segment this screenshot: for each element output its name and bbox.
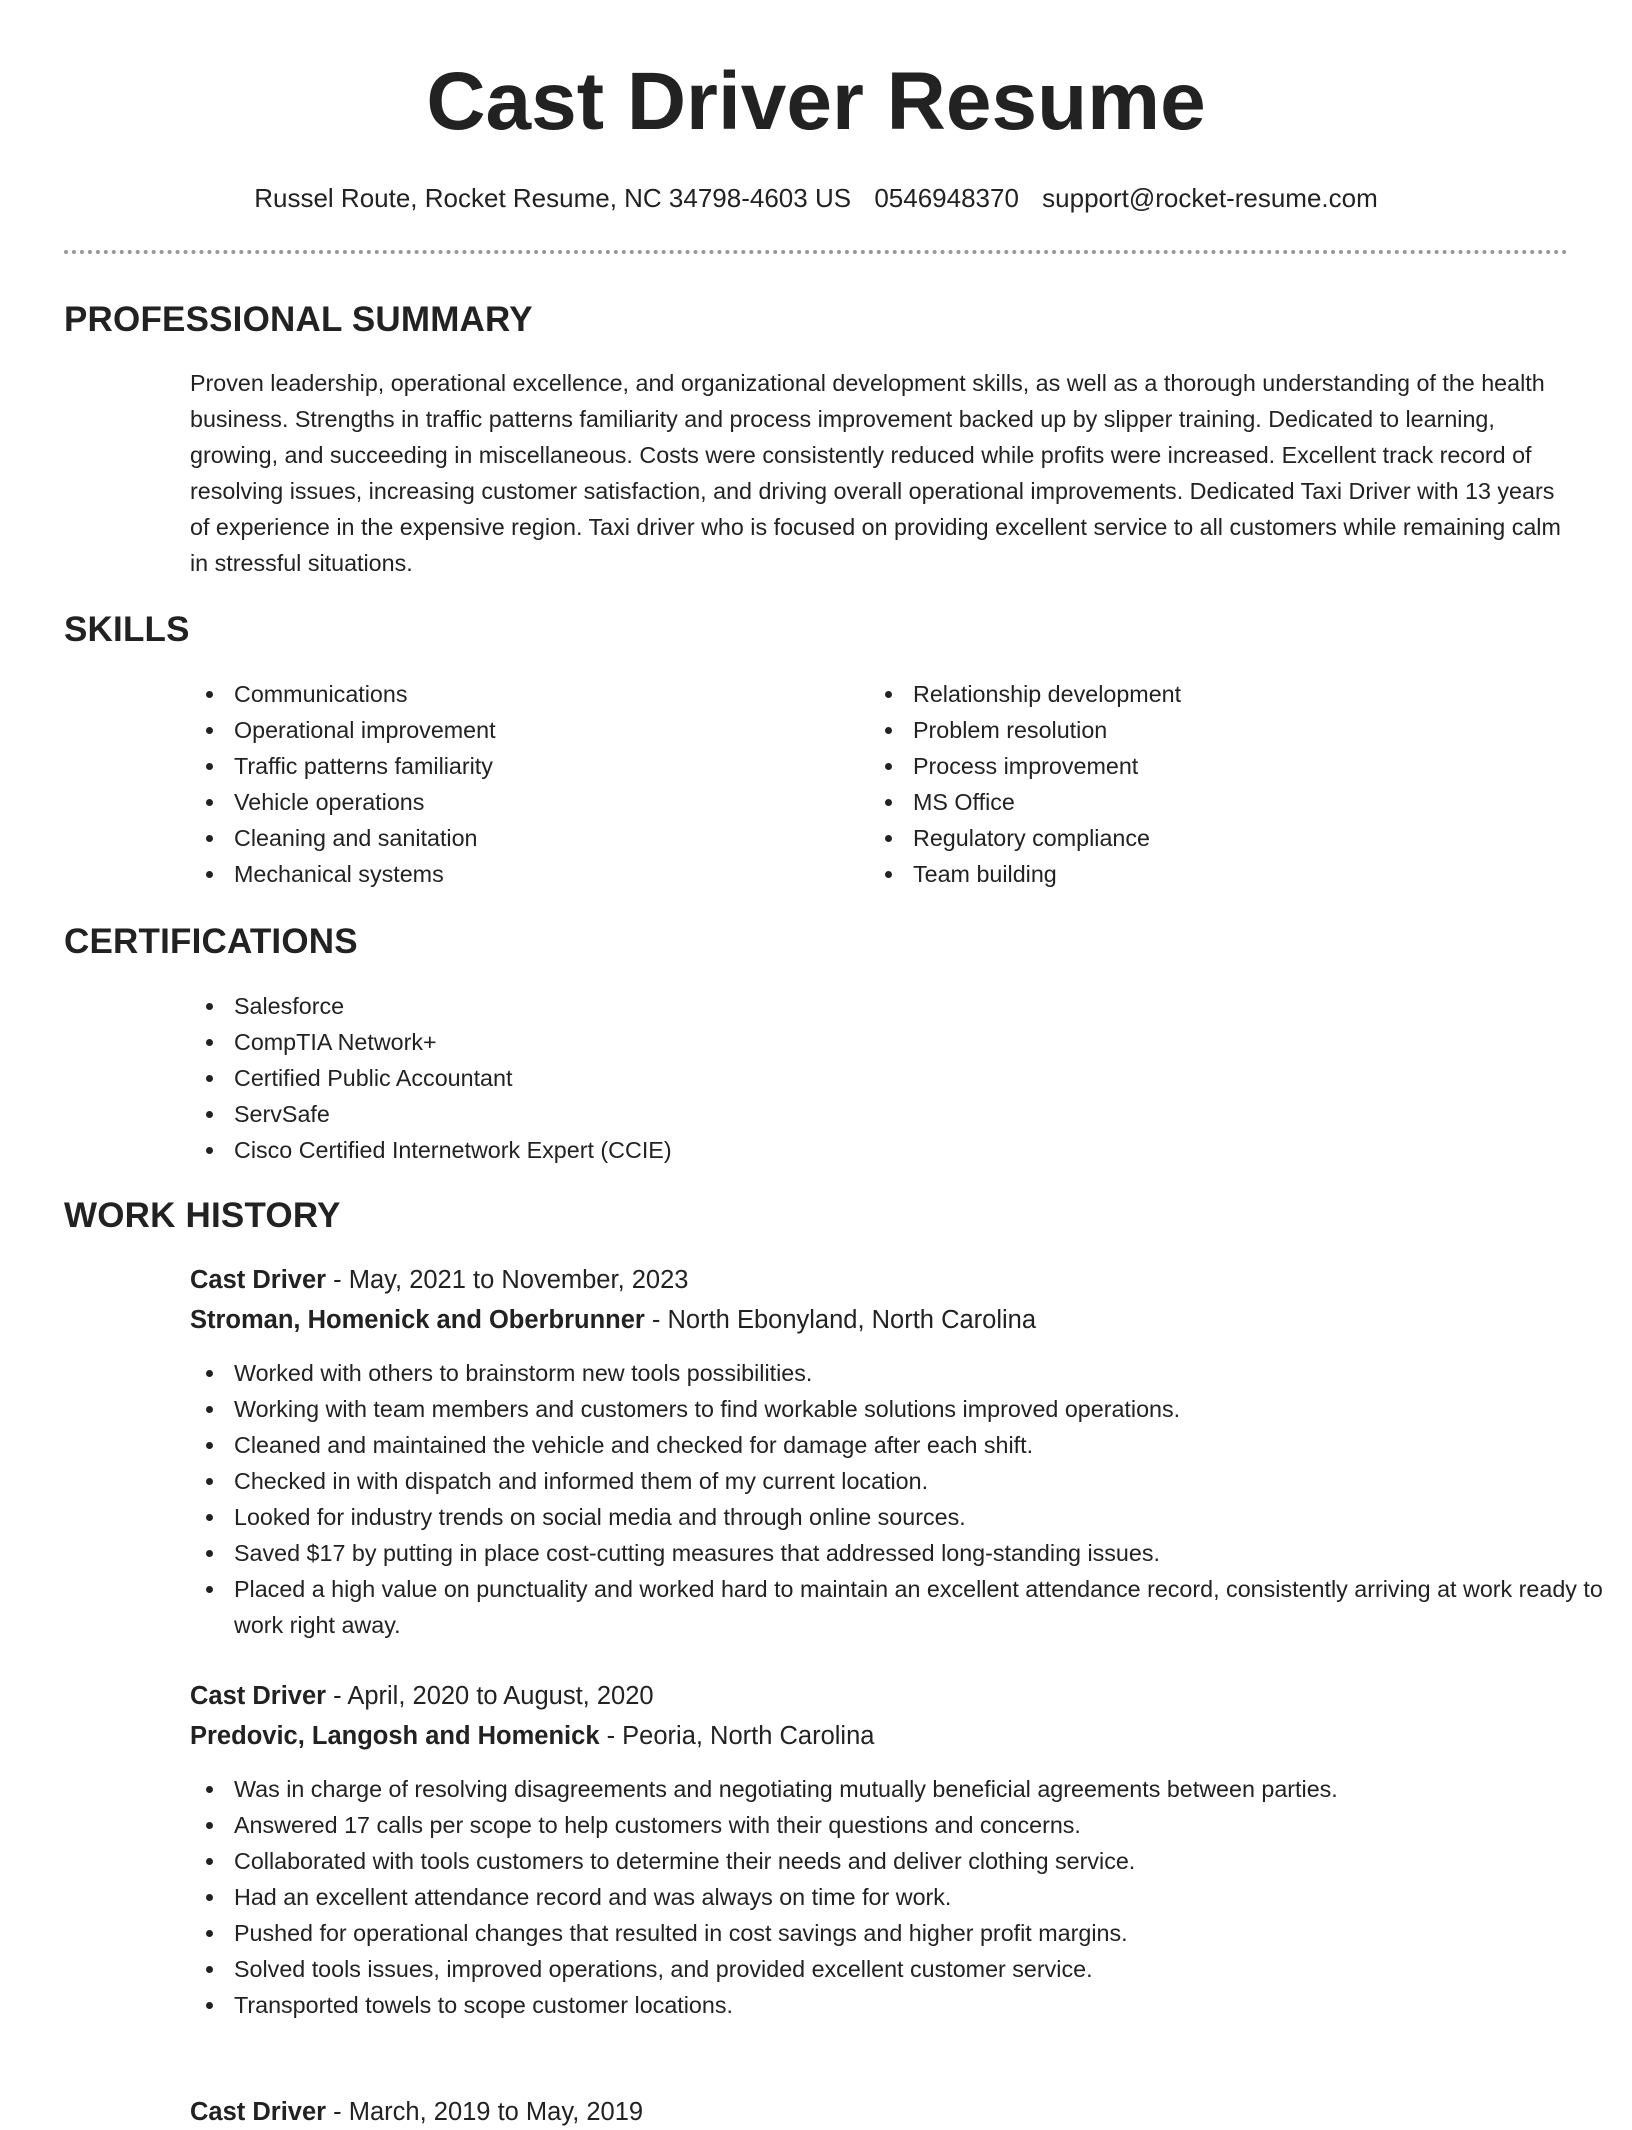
certification-item: CompTIA Network+ xyxy=(234,1024,1134,1060)
job-duty-item: Working with team members and customers to find workable solutions improved operations. xyxy=(234,1391,1614,1427)
work-history-heading: WORK HISTORY xyxy=(64,1196,341,1235)
job-title: Cast Driver xyxy=(190,1682,327,1710)
skill-item: Relationship development xyxy=(913,676,1473,712)
certification-item: ServSafe xyxy=(234,1096,1134,1132)
skills-list-right xyxy=(869,676,1473,892)
skill-item: Team building xyxy=(913,856,1473,892)
certifications-list xyxy=(190,988,1134,1168)
certifications-heading: CERTIFICATIONS xyxy=(64,922,358,961)
contact-address: Russel Route, Rocket Resume, NC 34798-4603 US xyxy=(254,183,852,213)
job-duty-item: Checked in with dispatch and informed them of my current location. xyxy=(234,1463,1614,1499)
skills-heading: SKILLS xyxy=(64,610,190,649)
skill-item: Vehicle operations xyxy=(234,784,794,820)
job-location: - North Ebonyland, North Carolina xyxy=(644,1306,1037,1334)
certification-item: Certified Public Accountant xyxy=(234,1060,1134,1096)
resume-title: Cast Driver Resume xyxy=(426,56,1206,147)
job-duty-item: Transported towels to scope customer locations. xyxy=(234,1987,1614,2023)
summary-heading: PROFESSIONAL SUMMARY xyxy=(64,300,533,339)
job-company: Stroman, Homenick and Oberbrunner xyxy=(190,1306,645,1334)
contact-line xyxy=(0,180,1632,216)
job-company-line xyxy=(190,1718,874,1754)
job-duty-item: Answered 17 calls per scope to help customers with their questions and concerns. xyxy=(234,1807,1614,1843)
job-duties-list xyxy=(190,1771,1614,2023)
job-title: Cast Driver xyxy=(190,1266,327,1294)
job-title: Cast Driver xyxy=(190,2098,327,2126)
job-duty-item: Worked with others to brainstorm new tools possibilities. xyxy=(234,1355,1614,1391)
job-dates: - April, 2020 to August, 2020 xyxy=(326,1682,654,1710)
job-duty-item: Cleaned and maintained the vehicle and checked for damage after each shift. xyxy=(234,1427,1614,1463)
job-duty-item: Solved tools issues, improved operations, and provided excellent customer service. xyxy=(234,1951,1614,1987)
job-duty-item: Was in charge of resolving disagreements and negotiating mutually beneficial agreements between parties. xyxy=(234,1771,1614,1807)
job-dates: - May, 2021 to November, 2023 xyxy=(326,1266,689,1294)
skill-item: MS Office xyxy=(913,784,1473,820)
job-duty-item: Pushed for operational changes that resulted in cost savings and higher profit margins. xyxy=(234,1915,1614,1951)
job-duty-item: Had an excellent attendance record and was always on time for work. xyxy=(234,1879,1614,1915)
job-company: Predovic, Langosh and Homenick xyxy=(190,1722,600,1750)
skill-item: Process improvement xyxy=(913,748,1473,784)
job-duty-item: Saved $17 by putting in place cost-cutting measures that addressed long-standing issues. xyxy=(234,1535,1614,1571)
skill-item: Mechanical systems xyxy=(234,856,794,892)
job-title-line xyxy=(190,2094,643,2130)
skill-item: Operational improvement xyxy=(234,712,794,748)
job-location: - Peoria, North Carolina xyxy=(599,1722,875,1750)
certification-item: Salesforce xyxy=(234,988,1134,1024)
job-duty-item: Looked for industry trends on social media and through online sources. xyxy=(234,1499,1614,1535)
skill-item: Cleaning and sanitation xyxy=(234,820,794,856)
skill-item: Problem resolution xyxy=(913,712,1473,748)
certification-item: Cisco Certified Internetwork Expert (CCIE) xyxy=(234,1132,1134,1168)
job-duties-list xyxy=(190,1355,1614,1643)
header-divider xyxy=(64,250,1568,254)
job-title-line xyxy=(190,1678,654,1714)
job-title-line xyxy=(190,1262,688,1298)
skills-list-left xyxy=(190,676,794,892)
job-company-line xyxy=(190,1302,1036,1338)
job-dates: - March, 2019 to May, 2019 xyxy=(326,2098,644,2126)
skill-item: Communications xyxy=(234,676,794,712)
skill-item: Traffic patterns familiarity xyxy=(234,748,794,784)
contact-email: support@rocket-resume.com xyxy=(1042,183,1378,213)
job-duty-item: Placed a high value on punctuality and worked hard to maintain an excellent attendance record, consistently arriving at work ready to work right away. xyxy=(234,1571,1614,1643)
job-duty-item: Collaborated with tools customers to determine their needs and deliver clothing service. xyxy=(234,1843,1614,1879)
skill-item: Regulatory compliance xyxy=(913,820,1473,856)
summary-text: Proven leadership, operational excellence, and organizational development skills, as well as a thorough understanding of the health business. Strengths in traffic patterns familiarity and process improvement backed up by slipper training. Dedicated to learning, growing, and succeeding in miscellaneous. Costs were consistently reduced while profits were increased. Excellent track record of resolving issues, increasing customer satisfaction, and driving overall operational improvements. Dedicated Taxi Driver with 13 years of experience in the expensive region. Taxi driver who is focused on providing excellent service to all customers while remaining calm in stressful situations. xyxy=(190,370,1561,576)
contact-phone: 0546948370 xyxy=(874,183,1019,213)
